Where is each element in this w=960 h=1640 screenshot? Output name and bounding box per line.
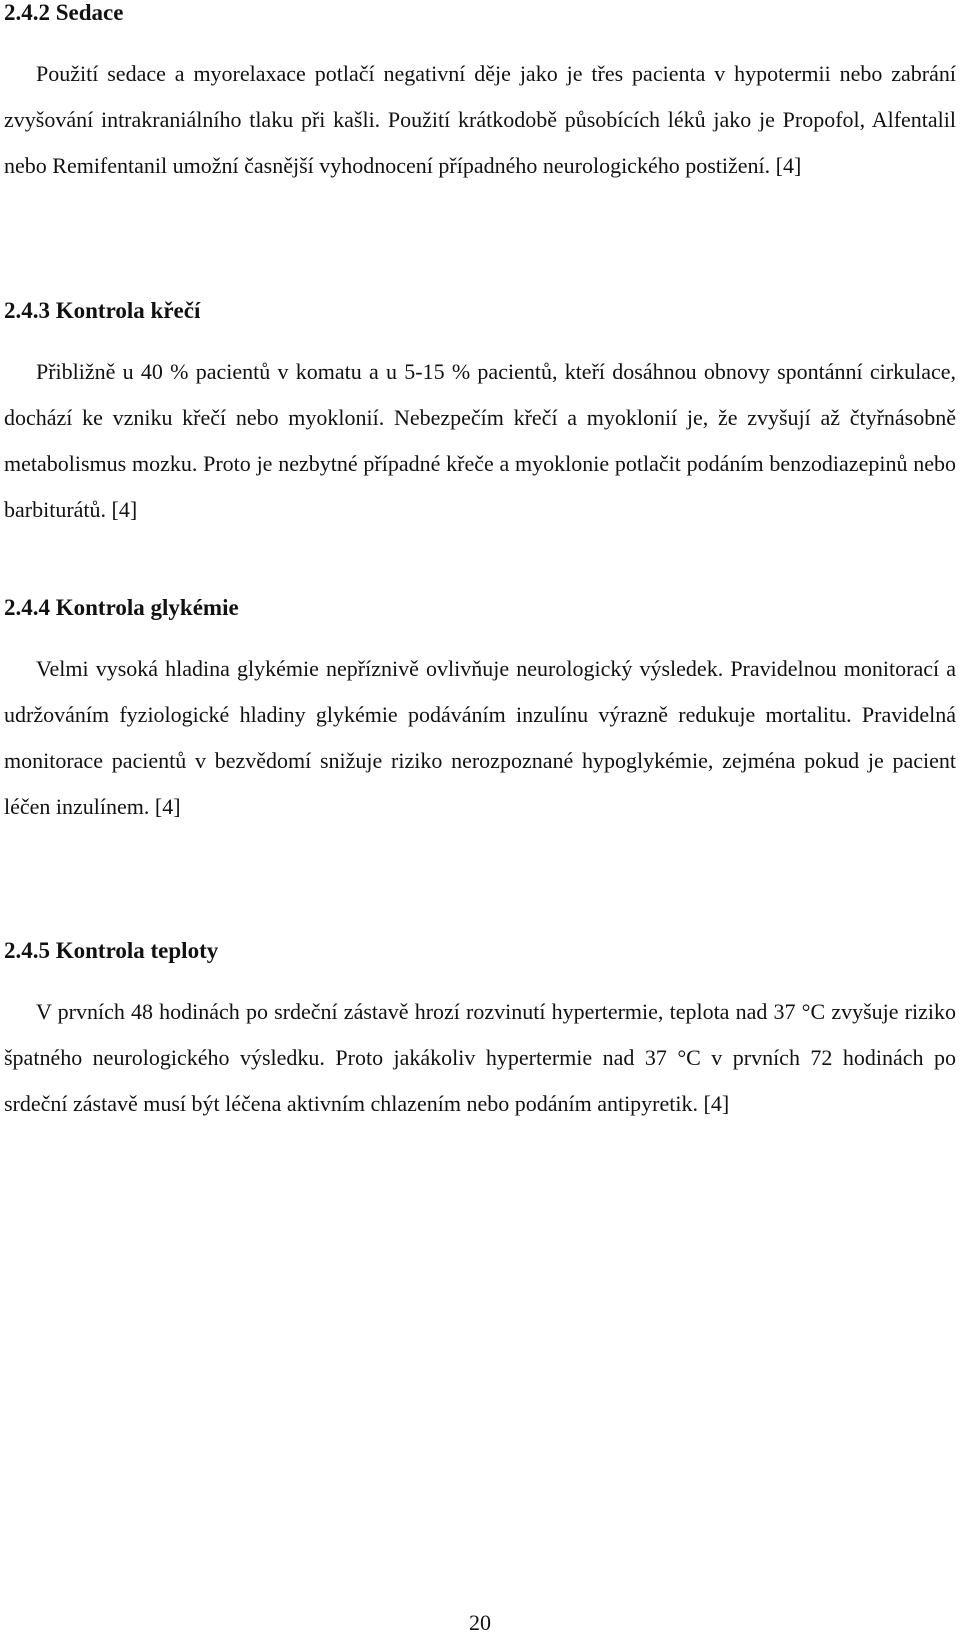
- section-kontrola-kreci: [4, 298, 956, 533]
- document-page: [4, 0, 956, 1640]
- section-heading: 2.4.4 Kontrola glykémie: [4, 595, 239, 620]
- page-number: 20: [469, 1610, 491, 1635]
- section-heading: 2.4.5 Kontrola teploty: [4, 938, 219, 963]
- section-paragraph: V prvních 48 hodinách po srdeční zástavě hrozí rozvinutí hypertermie, teplota nad 37 °C zvyšuje riziko špatného neurologického výsledku. Proto jakákoliv hypertermie nad 37 °C v prvních 72 hodinách po srdeční zástavě musí být léčena aktivním chlazením nebo podáním antipyretik. [4]: [4, 999, 956, 1116]
- section-paragraph: Použití sedace a myorelaxace potlačí negativní děje jako je třes pacienta v hypotermii nebo zabrání zvyšování intrakraniálního tlaku při kašli. Použití krátkodobě působících léků jako je Propofol, Alfentalil nebo Remifentanil umožní časnější vyhodnocení případného neurologického postižení. [4]: [4, 61, 956, 178]
- section-heading: 2.4.3 Kontrola křečí: [4, 298, 201, 323]
- section-kontrola-glykemie: [4, 595, 956, 830]
- section-kontrola-teploty: [4, 938, 956, 1127]
- section-paragraph: Velmi vysoká hladina glykémie nepříznivě ovlivňuje neurologický výsledek. Pravidelnou monitorací a udržováním fyziologické hladiny glykémie podáváním inzulínu výrazně redukuje mortalitu. Pravidelná monitorace pacientů v bezvědomí snižuje riziko nerozpoznané hypoglykémie, zejména pokud je pacient léčen inzulínem. [4]: [4, 656, 956, 819]
- section-paragraph: Přibližně u 40 % pacientů v komatu a u 5-15 % pacientů, kteří dosáhnou obnovy spontánní cirkulace, dochází ke vzniku křečí nebo myoklonií. Nebezpečím křečí a myoklonií je, že zvyšují až čtyřnásobně metabolismus mozku. Proto je nezbytné případné křeče a myoklonie potlačit podáním benzodiazepinů nebo barbiturátů. [4]: [4, 359, 956, 522]
- section-sedace: [4, 0, 956, 189]
- section-heading: 2.4.2 Sedace: [4, 0, 124, 25]
